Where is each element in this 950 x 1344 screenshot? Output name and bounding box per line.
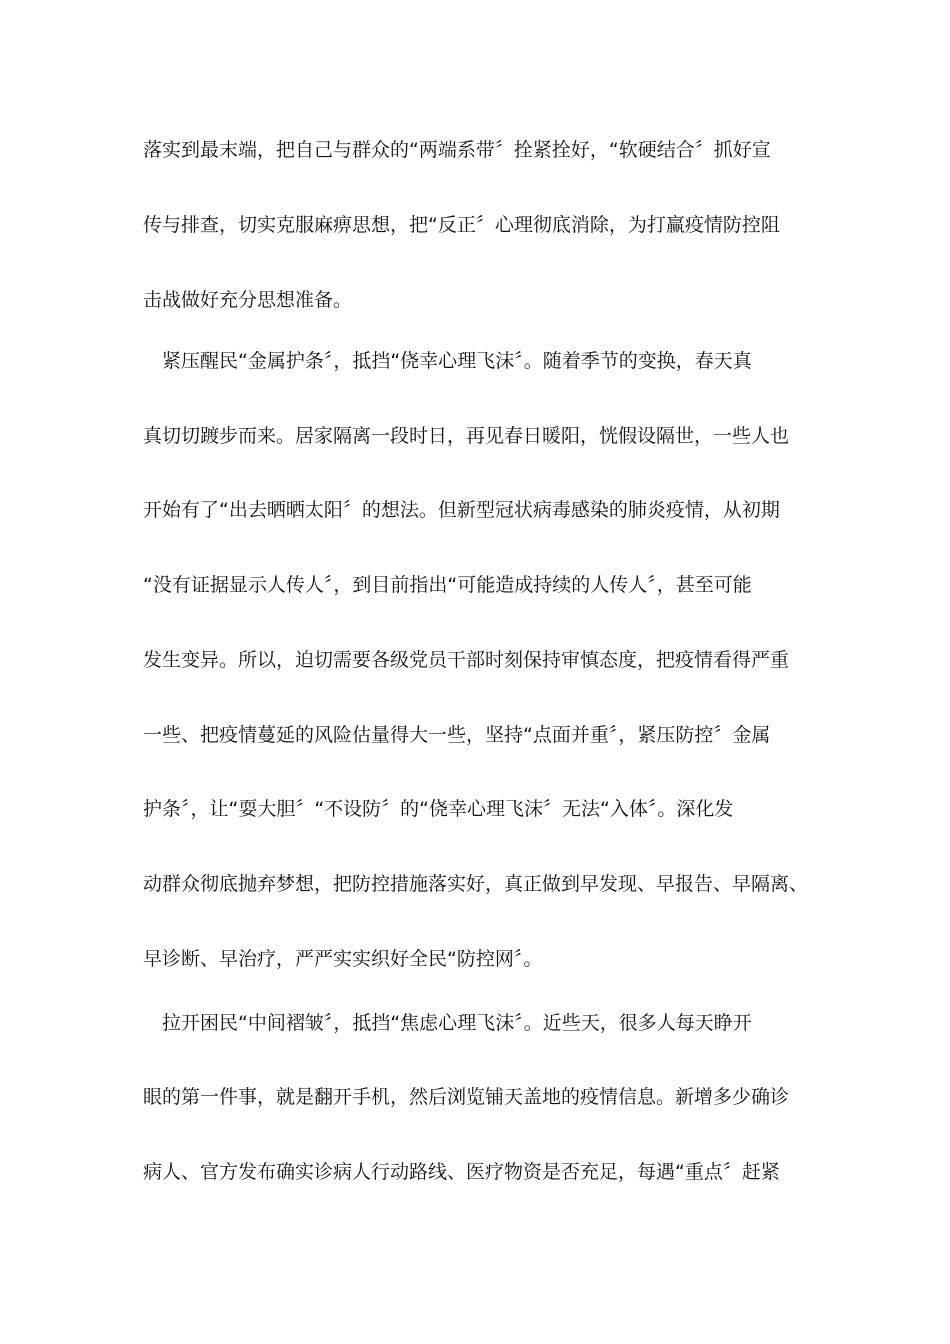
text-line: 真切切踱步而来。居家隔离一段时日，再见春日暖阳，恍假设隔世，一些人也 [143, 425, 790, 447]
text-line: 落实到最末端，把自己与群众的“两端系带〞拴紧拴好，“软硬结合〞抓好宣 [143, 139, 771, 161]
text-line: 开始有了“出去晒晒太阳〞的想法。但新型冠状病毒感染的肺炎疫情，从初期 [143, 499, 780, 521]
text-line: 早诊断、早治疗，严严实实织好全民“防控网〞。 [143, 948, 543, 970]
text-line: 病人、官方发布确实诊病人行动路线、医疗物资是否充足，每遇“重点〞赶紧 [143, 1161, 780, 1183]
text-line: 传与排查，切实克服麻痹思想，把“反正〞心理彻底消除，为打赢疫情防控阻 [143, 214, 780, 236]
text-line: “没有证据显示人传人〞，到目前指出“可能造成持续的人传人〞，甚至可能 [143, 574, 752, 596]
text-line: 击战做好充分思想准备。 [143, 289, 353, 311]
text-line: 眼的第一件事，就是翻开手机，然后浏览铺天盖地的疫情信息。新增多少确诊 [143, 1086, 790, 1108]
text-line: 护条〞，让“耍大胆〞“不设防〞的“侥幸心理飞沫〞无法“入体〞。深化发 [143, 798, 734, 820]
paragraph-start-line: 紧压醒民“金属护条〞，抵挡“侥幸心理飞沫〞。随着季节的变换，春天真 [143, 350, 752, 372]
paragraph-start-line: 拉开困民“中间褶皱〞，抵挡“焦虑心理飞沫〞。近些天，很多人每天睁开 [143, 1012, 752, 1034]
text-line: 一些、把疫情蔓延的风险估量得大一些，坚持“点面并重〞，紧压防控〞金属 [143, 724, 771, 746]
text-line: 动群众彻底抛弃梦想，把防控措施落实好，真正做到早发现、早报告、早隔离、 [143, 873, 809, 895]
text-line: 发生变异。所以，迫切需要各级党员干部时刻保持审慎态度，把疫情看得严重 [143, 649, 790, 671]
